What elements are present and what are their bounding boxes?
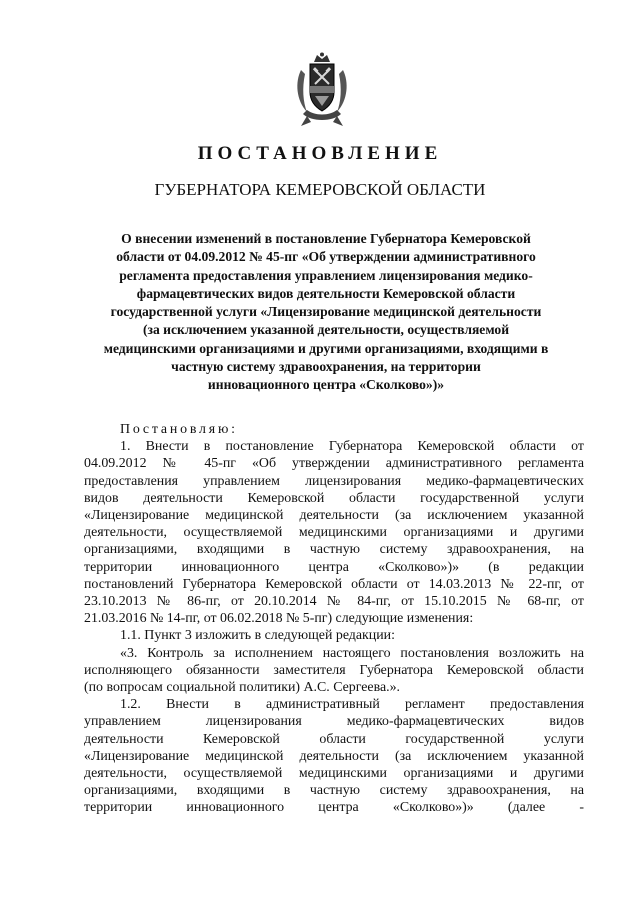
body-line: управлением лицензирования медико-фармацевтических видов (84, 714, 584, 730)
body-line: постановлений Губернатора Кемеровской области от 14.03.2013 № 22-пг, от (84, 576, 584, 592)
body-line: организациями, входящими в частную систему здравоохранения, на (84, 542, 584, 558)
body-line: деятельности, осуществляемой медицинскими организациями и другими (84, 525, 584, 541)
body-line: территории инновационного центра «Сколково»)» (далее - (84, 800, 584, 816)
body-line: видов деятельности Кемеровской области государственной услуги (84, 490, 584, 506)
document-subject (96, 230, 556, 395)
body-line: территории инновационного центра «Сколково»)» (в редакции (84, 559, 584, 575)
body-line: «3. Контроль за исполнением настоящего постановления возложить на (120, 645, 584, 661)
resolution-lead: Постановляю: (120, 422, 238, 437)
coat-of-arms-icon (293, 52, 351, 128)
subject-line: государственной услуги «Лицензирование медицинской деятельности (110, 304, 542, 320)
subject-line: инновационного центра «Сколково»)» (207, 377, 445, 393)
body-line: деятельности Кемеровской области государственной услуги (84, 731, 584, 747)
subject-line: (за исключением указанной деятельности, осуществляемой (142, 322, 510, 338)
body-line: (по вопросам социальной политики) А.С. Сергеева.». (84, 680, 401, 696)
body-line: 1.2. Внести в административный регламент предоставления (120, 697, 584, 713)
issuer-subtitle: ГУБЕРНАТОРА КЕМЕРОВСКОЙ ОБЛАСТИ (154, 180, 486, 199)
body-line: предоставления управлением лицензирования медико-фармацевтических (84, 473, 584, 489)
body-line: организациями, входящими в частную систему здравоохранения, на (84, 783, 584, 799)
subject-line: частную систему здравоохранения, на территории (171, 359, 481, 375)
subject-line: О внесении изменений в постановление Губернатора Кемеровской (121, 231, 531, 246)
body-line: деятельности, осуществляемой медицинскими организациями и другими (84, 766, 584, 782)
subject-line: медицинскими организациями и другими организациями, входящими в (103, 340, 549, 356)
body-line: «Лицензирование медицинской деятельности (за исключением указанной (84, 508, 584, 524)
body-line: 23.10.2013 № 86-пг, от 20.10.2014 № 84-пг, от 15.10.2015 № 68-пг, от (84, 594, 584, 610)
body-line: 21.03.2016 № 14-пг, от 06.02.2018 № 5-пг) следующие изменения: (84, 611, 474, 627)
body-line: 04.09.2012 № 45-пг «Об утверждении административного регламента (84, 456, 584, 472)
subject-line: области от 04.09.2012 № 45-пг «Об утверждении административного (116, 249, 536, 265)
body-line: исполняющего обязанности заместителя Губернатора Кемеровской области (84, 662, 584, 678)
document-title: ПОСТАНОВЛЕНИЕ (197, 143, 443, 164)
body-line: 1. Внести в постановление Губернатора Кемеровской области от (120, 439, 584, 455)
document-body (84, 421, 584, 817)
subject-line: регламента предоставления управлением лицензирования медико- (119, 267, 533, 283)
subject-line: фармацевтических видов деятельности Кемеровской области (136, 285, 516, 301)
body-line: «Лицензирование медицинской деятельности (за исключением указанной (84, 748, 584, 764)
body-line: 1.1. Пункт 3 изложить в следующей редакции: (120, 628, 395, 644)
